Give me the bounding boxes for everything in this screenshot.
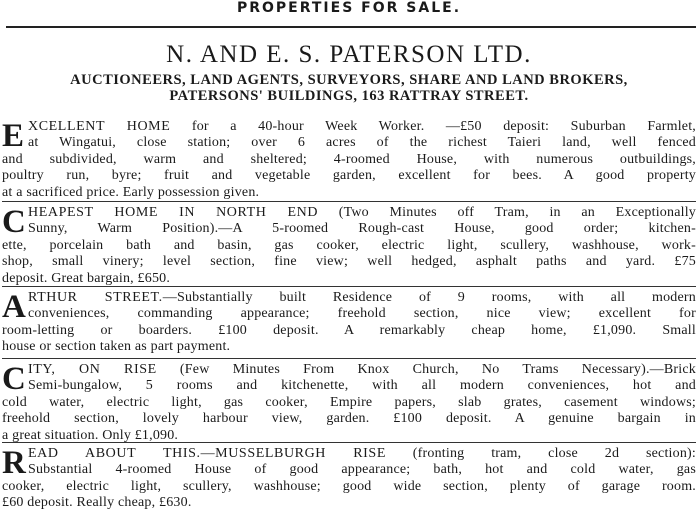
listing-cheapest-home [2,205,696,287]
drop-cap: R [2,445,27,481]
page-heading: PROPERTIES FOR SALE. [236,0,462,16]
listing-excellent-home [2,119,696,201]
listing-line: cooker, electric light, scullery, washhouse; good wide section, plenty of garage room. [2,478,696,494]
listing-heading: HEAPEST HOME IN NORTH END [28,205,319,220]
listing-city-on-rise [2,362,696,444]
listing-line: freehold section, lovely harbour view, garden. £100 deposit. A genuine bargain in [2,411,696,427]
listing-line: at a sacrificed price. Early possession given. [2,184,260,200]
listing-musselburgh-rise [2,446,696,512]
listing-heading: EAD ABOUT THIS.—MUSSELBURGH RISE [28,446,386,461]
listing-line: EAD ABOUT THIS.—MUSSELBURGH RISE (fronting tram, close 2d section): [28,446,696,461]
listing-line: and subdivided, warm and sheltered; 4-roomed House, with numerous outbuildings, [2,151,696,167]
listing-line: cold water, electric light, gas cooker, Empire papers, slab grates, casement windows; [2,394,696,410]
listing-line: Semi-bungalow, 5 rooms and kitchenette, with all modern conveniences, hot and [28,378,696,394]
company-name: N. AND E. S. PATERSON LTD. [166,41,532,68]
listing-line: shop, small vinery; level section, fine view; well hedged, asphalt paths and yard. £75 [2,254,696,270]
separator-rule [2,286,696,287]
separator-rule [2,201,696,202]
listing-line: conveniences, commanding appearance; freehold section, nice view; excellent for [28,306,696,322]
listing-arthur-street [2,290,696,356]
company-address: PATERSONS' BUILDINGS, 163 RATTRAY STREET. [169,88,529,104]
listing-heading: XCELLENT HOME [28,119,171,134]
listing-line: ITY, ON RISE (Few Minutes From Knox Church, No Trams Necessary).—Brick [28,362,696,377]
listing-line: a great situation. Only £1,090. [2,427,179,443]
drop-cap: C [2,204,27,240]
listing-line: house or section taken as part payment. [2,339,231,355]
listing-line: at Wingatui, close station; over 6 acres of the richest Taieri land, well fenced [28,135,696,151]
top-rule [6,26,696,28]
drop-cap: C [2,361,27,397]
listing-heading: RTHUR STREET. [28,290,163,305]
listing-line: Substantial 4-roomed House of good appearance; bath, hot and cold water, gas [28,462,696,478]
listing-line: Sunny, Warm Position).—A 5-roomed Rough-cast House, good order; kitchen- [28,221,696,237]
listing-heading: ITY, ON RISE [28,362,157,377]
drop-cap: A [2,289,27,325]
listing-line: poultry run, byre; fruit and vegetable garden, excellent for bees. A good property [2,168,696,184]
listing-line: £60 deposit. Really cheap, £630. [2,495,192,511]
listing-line: RTHUR STREET.—Substantially built Residence of 9 rooms, with all modern [28,290,696,305]
listing-line: ette, porcelain bath and basin, gas cooker, electric light, scullery, washhouse, work- [2,237,696,253]
drop-cap: E [2,118,25,154]
listing-line: deposit. Great bargain, £650. [2,270,171,286]
listing-line: XCELLENT HOME for a 40-hour Week Worker. —£50 deposit: Suburban Farmlet, [28,119,696,134]
separator-rule [2,358,696,359]
separator-rule [2,442,696,443]
listing-line: room-letting or boarders. £100 deposit. A remarkably cheap home, £1,090. Small [2,322,696,338]
company-services: AUCTIONEERS, LAND AGENTS, SURVEYORS, SHARE AND LAND BROKERS, [70,72,628,88]
listing-line: HEAPEST HOME IN NORTH END (Two Minutes off Tram, in an Exceptionally [28,205,696,220]
